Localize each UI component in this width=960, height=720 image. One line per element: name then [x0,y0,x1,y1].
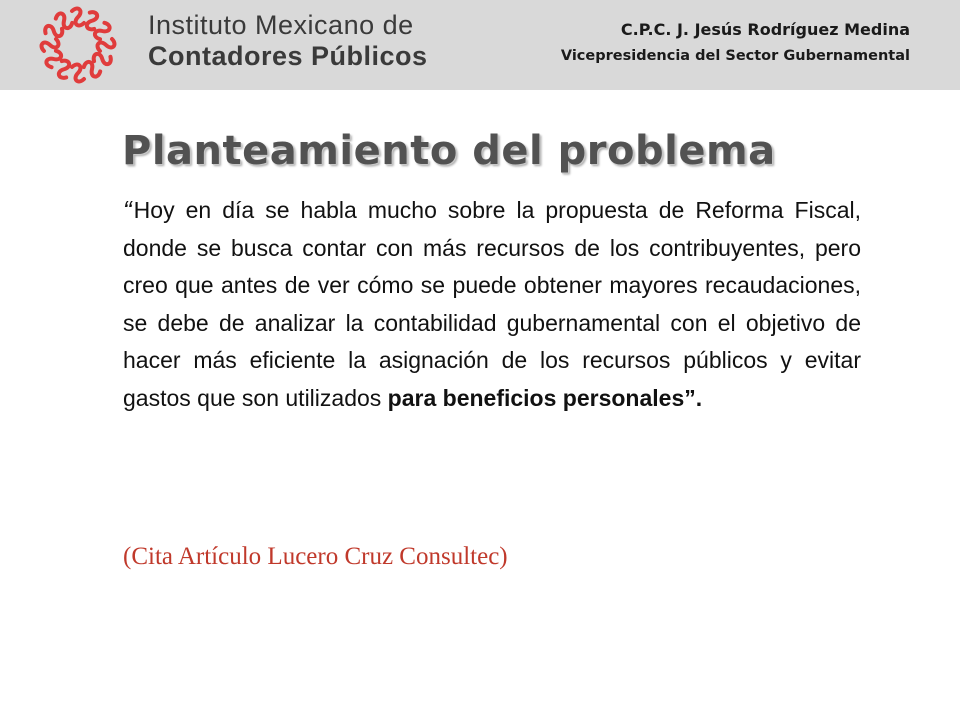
author-role: Vicepresidencia del Sector Gubernamental [560,48,910,64]
slide-header [0,0,960,90]
organization-name-line2: Contadores Públicos [148,41,428,72]
quote-paragraph [123,192,861,417]
organization-name-line1: Instituto Mexicano de [148,10,414,40]
quote-text: Hoy en día se habla mucho sobre la propuesta de Reforma Fiscal, donde se busca contar con más recursos de los contribuyentes, pero creo que antes de ver cómo se puede obtener mayores recaudaciones, se debe de analizar la contabilidad gubernamental con el objetivo de hacer más eficiente la asignación de los recursos públicos y evitar gastos que son utilizados [123,197,861,411]
author-block [561,20,910,64]
author-name: C.P.C. J. Jesús Rodríguez Medina [620,20,910,39]
imcp-logo-icon [28,4,128,86]
organization-name [148,10,428,72]
opening-quote-mark: “ [123,195,132,225]
citation: (Cita Artículo Lucero Cruz Consultec) [123,543,508,570]
slide-title: Planteamiento del problema [122,128,776,174]
quote-bold-text: para beneficios personales”. [387,384,703,411]
